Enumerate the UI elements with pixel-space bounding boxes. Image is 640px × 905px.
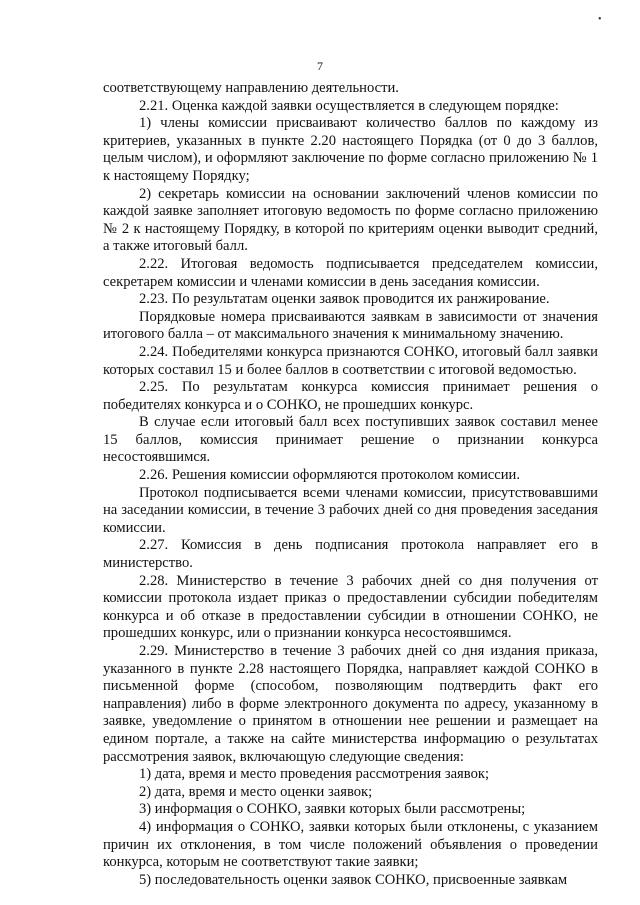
paragraph: 1) дата, время и место проведения рассмотрения заявок;: [139, 766, 490, 783]
corner-mark: •: [598, 14, 602, 25]
paragraph: 3) информация о СОНКО, заявки которых были рассмотрены;: [139, 801, 526, 818]
paragraph: Порядковые номера присваиваются заявкам в зависимости от значения итогового балла – от максимального значения к минимальному значению.: [103, 308, 598, 343]
paragraph: 2) дата, время и место оценки заявок;: [139, 783, 373, 800]
document-body: [103, 80, 598, 889]
paragraph: 2.29. Министерство в течение 3 рабочих дней со дня издания приказа, указанного в пункте 2.28 настоящего Порядка, направляет каждой СОНКО в письменной форме (способом, позволяющим подтвердить факт его направления) либо в форме электронного документа по адресу, указанному в заявке, уведомление о принятом в отношении нее решении и размещает на едином портале, а также на сайте министерства информацию о результатах рассмотрения заявок, включающую следующие сведения:: [103, 643, 598, 765]
page-number: 7: [317, 59, 323, 73]
paragraph: 2) секретарь комиссии на основании заключений членов комиссии по каждой заявке заполняет итоговую ведомость по форме согласно приложению № 2 к настоящему Порядку, в которой по критериям оценки выводит средний, а также итоговый балл.: [103, 185, 598, 255]
paragraph: 5) последовательность оценки заявок СОНКО, присвоенные заявкам: [139, 871, 568, 888]
paragraph: 2.23. По результатам оценки заявок проводится их ранжирование.: [139, 291, 550, 308]
paragraph: 2.21. Оценка каждой заявки осуществляется в следующем порядке:: [139, 97, 559, 114]
paragraph: 1) члены комиссии присваивают количество баллов по каждому из критериев, указанных в пункте 2.20 настоящего Порядка (от 0 до 3 баллов, целым числом), и оформляют заключение по форме согласно приложению № 1 к настоящему Порядку;: [103, 115, 598, 184]
paragraph: 2.24. Победителями конкурса признаются СОНКО, итоговый балл заявки которых составил 15 и более баллов в соответствии с итоговой ведомостью.: [103, 343, 598, 378]
paragraph: 2.28. Министерство в течение 3 рабочих дней со дня получения от комиссии протокола издает приказ о предоставлении субсидии победителям конкурса и об отказе в предоставлении субсидии в отношении СОНКО, не прошедших конкурс, или о признании конкурса несостоявшимся.: [103, 572, 598, 642]
paragraph: соответствующему направлению деятельности.: [103, 80, 399, 96]
paragraph: 2.22. Итоговая ведомость подписывается председателем комиссии, секретарем комиссии и членами комиссии в день заседания комиссии.: [103, 255, 598, 290]
paragraph: 2.27. Комиссия в день подписания протокола направляет его в министерство.: [103, 537, 598, 572]
paragraph: 2.25. По результатам конкурса комиссия принимает решения о победителях конкурса и о СОНКО, не прошедших конкурс.: [103, 379, 598, 413]
paragraph: 2.26. Решения комиссии оформляются протоколом комиссии.: [139, 467, 520, 484]
paragraph: В случае если итоговый балл всех поступивших заявок составил менее 15 баллов, комиссия принимает решение о признании конкурса несостоявшимся.: [103, 414, 598, 466]
paragraph: Протокол подписывается всеми членами комиссии, присутствовавшими на заседании комиссии, в течение 3 рабочих дней со дня проведения заседания комиссии.: [103, 484, 598, 536]
paragraph: 4) информация о СОНКО, заявки которых были отклонены, с указанием причин их отклонения, в том числе положений объявления о проведении конкурса, которым не соответствуют такие заявки;: [103, 818, 598, 871]
